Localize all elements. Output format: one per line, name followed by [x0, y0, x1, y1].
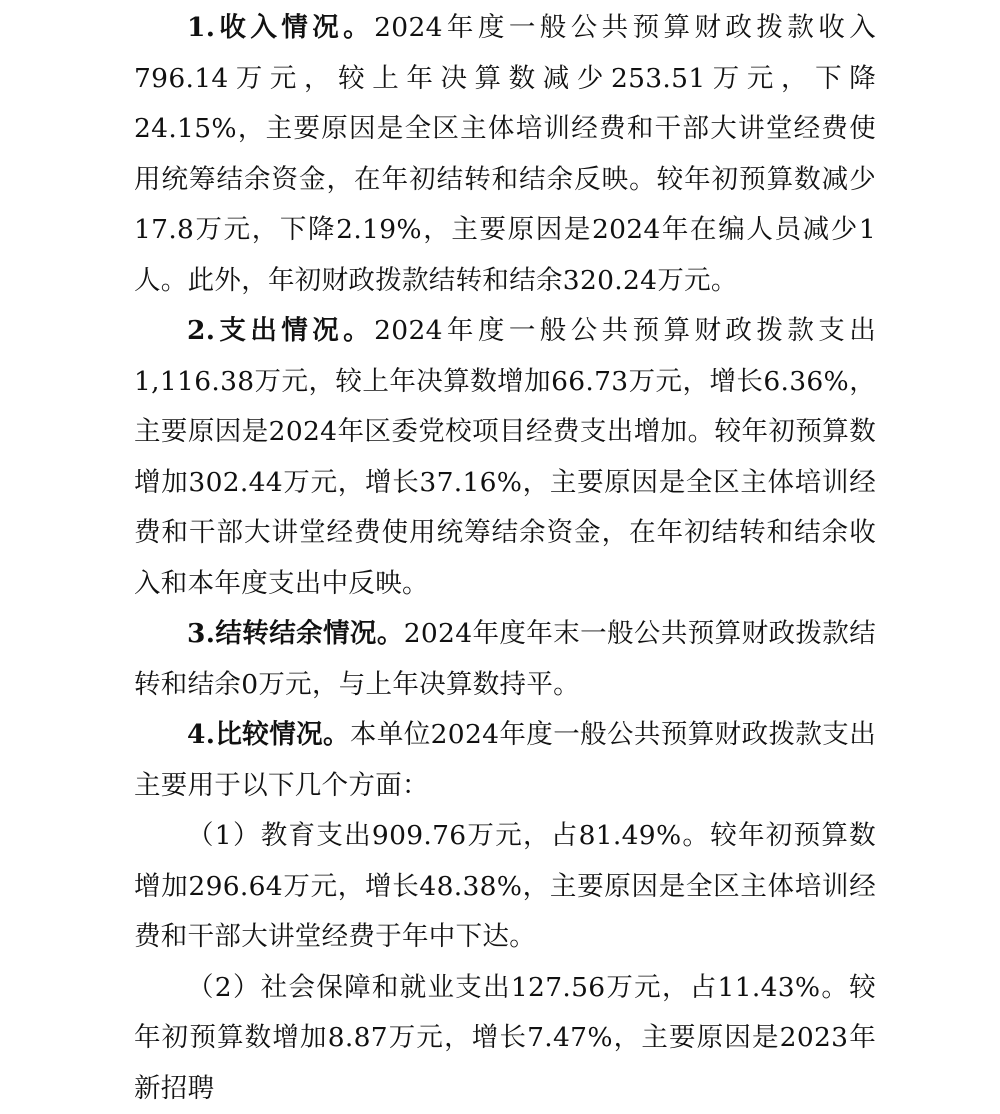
section-body: 2024年度一般公共预算财政拨款收入796.14万元，较上年决算数减少253.51万元，下降24.15%，主要原因是全区主体培训经费和干部大讲堂经费使用统筹结余资金，在年初结转和结余反映。较年初预算数减少17.8万元，下降2.19%，主要原因是2024年在编人员减少1人。此外，年初财政拨款结转和结余320.24万元。 — [134, 12, 876, 296]
list-item-social-security — [134, 963, 876, 1114]
list-item-education — [134, 811, 876, 963]
document-page — [134, 3, 876, 1114]
section-heading: 2.支出情况。 — [187, 315, 374, 346]
section-heading: 4.比较情况。 — [187, 719, 350, 750]
list-item-text: （1）教育支出909.76万元，占81.49%。较年初预算数增加296.64万元，增长48.38%，主要原因是全区主体培训经费和干部大讲堂经费于年中下达。 — [134, 820, 876, 952]
section-income — [134, 3, 876, 306]
section-body: 2024年度年末一般公共预算财政拨款结转和结余0万元，与上年决算数持平。 — [134, 618, 876, 700]
section-expenditure — [134, 306, 876, 609]
section-comparison — [134, 710, 876, 811]
section-body: 本单位2024年度一般公共预算财政拨款支出主要用于以下几个方面： — [134, 719, 876, 801]
section-body: 2024年度一般公共预算财政拨款支出1,116.38万元，较上年决算数增加66.73万元，增长6.36%，主要原因是2024年区委党校项目经费支出增加。较年初预算数增加302.44万元，增长37.16%，主要原因是全区主体培训经费和干部大讲堂经费使用统筹结余资金，在年初结转和结余收入和本年度支出中反映。 — [134, 315, 876, 599]
list-item-text: （2）社会保障和就业支出127.56万元，占11.43%。较年初预算数增加8.87万元，增长7.47%，主要原因是2023年新招聘 — [134, 972, 876, 1104]
section-heading: 3.结转结余情况。 — [187, 618, 404, 649]
section-heading: 1.收入情况。 — [187, 12, 374, 43]
section-carryover — [134, 609, 876, 710]
